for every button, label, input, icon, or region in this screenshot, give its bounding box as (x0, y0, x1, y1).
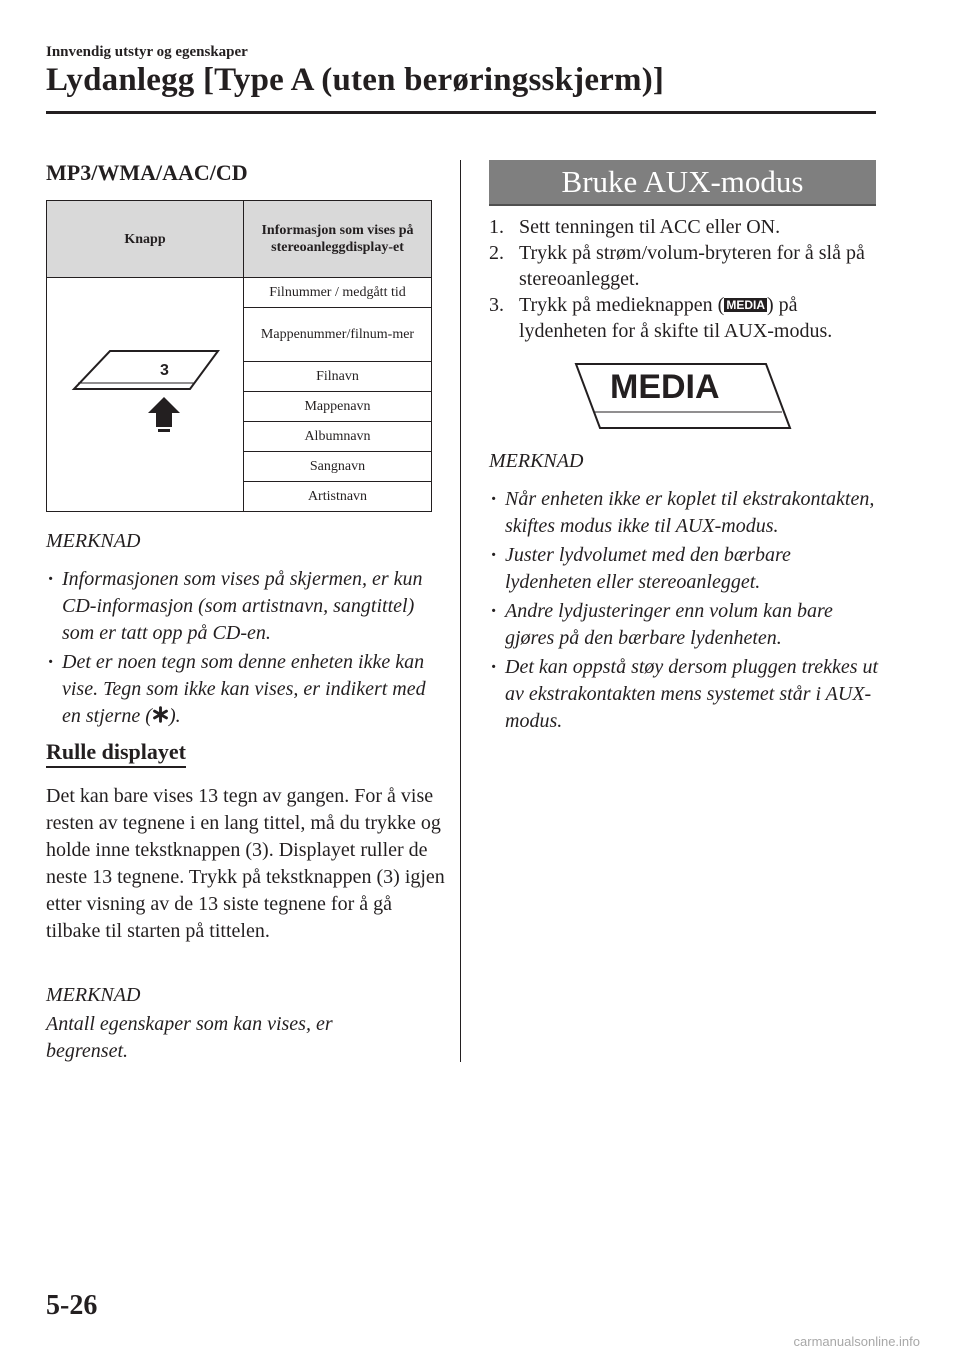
subheading-mp3: MP3/WMA/AAC/CD (46, 160, 248, 185)
step-text: Trykk på strøm/volum-bryteren for å slå på stereoanlegget. (519, 242, 865, 290)
title-rule (46, 111, 876, 114)
info-row-filnavn: Filnavn (244, 362, 432, 392)
step-number: 2. (489, 242, 504, 264)
merknad-text-2: Antall egenskaper som kan vises, er begrenset. (46, 1013, 333, 1062)
bullet-text-end: ). (168, 705, 181, 727)
list-item: · Informasjonen som vises på skjermen, er kun CD-informasjon (som artistnavn, sangtittel) som er tatt opp på CD-en. (46, 566, 438, 647)
column-divider (460, 160, 461, 1062)
merknad-title-3: MERKNAD (489, 450, 584, 472)
bullet-text: Det er noen tegn som denne enheten ikke kan vise. Tegn som ikke kan vises, er indikert med en stjerne ( (62, 651, 426, 727)
watermark: carmanualsonline.info (793, 1334, 920, 1349)
step-text: Sett tenningen til ACC eller ON. (519, 216, 781, 238)
asterisk-icon (152, 706, 169, 723)
list-item: · Andre lydjusteringer enn volum kan bare gjøres på den bærbare lydenheten. (489, 598, 879, 652)
step-text-after: ) på lydenheten for å skifte til AUX-modus. (519, 294, 833, 342)
list-item: · Det kan oppstå støy dersom pluggen trekkes ut av ekstrakontakten mens systemet står i AUX-modus. (489, 654, 879, 735)
list-item: · Juster lydvolumet med den bærbare lydenheten eller stereoanlegget. (489, 542, 879, 596)
rulle-paragraph: Det kan bare vises 13 tegn av gangen. For å vise resten av tegnene i en lang tittel, må du trykke og holde inne tekstknappen (3). Displayet ruller de neste 13 tegnene. Trykk på tekstknappen (3) igjen etter visning av de 13 siste tegnene for å gå tilbake til starten på tittelen. (46, 785, 445, 942)
merknad-title-2: MERKNAD (46, 984, 141, 1006)
info-row-filnummer: Filnummer / medgått tid (244, 278, 432, 308)
text-button-3-illustration (70, 347, 220, 437)
info-row-sangnavn: Sangnavn (244, 452, 432, 482)
section-label: Innvendig utstyr og egenskaper (46, 44, 248, 60)
list-item: · Når enheten ikke er koplet til ekstrakontakten, skiftes modus ikke til AUX-modus. (489, 486, 879, 540)
list-item (489, 292, 879, 344)
media-button-illustration (572, 362, 794, 432)
header-informasjon: Informasjon som vises på stereoanleggdisplay-et (244, 201, 432, 278)
header-knapp: Knapp (47, 201, 244, 278)
press-arrow-icon (148, 397, 180, 432)
info-table (46, 200, 432, 512)
media-button-label: MEDIA (610, 368, 720, 406)
step-number: 1. (489, 216, 504, 238)
info-row-artistnavn: Artistnavn (244, 482, 432, 512)
rulle-heading: Rulle displayet (46, 739, 186, 768)
page-title: Lydanlegg [Type A (uten berøringsskjerm)] (46, 62, 665, 98)
merknad-list-3 (489, 486, 879, 737)
button-number-label: 3 (160, 362, 169, 379)
merknad-title-1: MERKNAD (46, 530, 141, 552)
merknad-list-1 (46, 566, 438, 732)
steps-list (489, 214, 879, 344)
media-inline-icon: MEDIA (726, 298, 766, 312)
step-text-before: Trykk på medieknappen ( (519, 294, 725, 316)
info-row-mappenummer: Mappenummer/filnum-mer (244, 308, 432, 362)
step-number: 3. (489, 294, 504, 316)
list-item (46, 649, 438, 730)
info-row-mappenavn: Mappenavn (244, 392, 432, 422)
button-illustration-cell (47, 278, 244, 512)
info-row-albumnavn: Albumnavn (244, 422, 432, 452)
aux-mode-banner: Bruke AUX-modus (489, 160, 876, 206)
list-item (489, 214, 879, 240)
table-header-row (47, 201, 432, 278)
list-item (489, 240, 879, 292)
page-number: 5-26 (46, 1290, 98, 1321)
table-row (47, 278, 432, 308)
